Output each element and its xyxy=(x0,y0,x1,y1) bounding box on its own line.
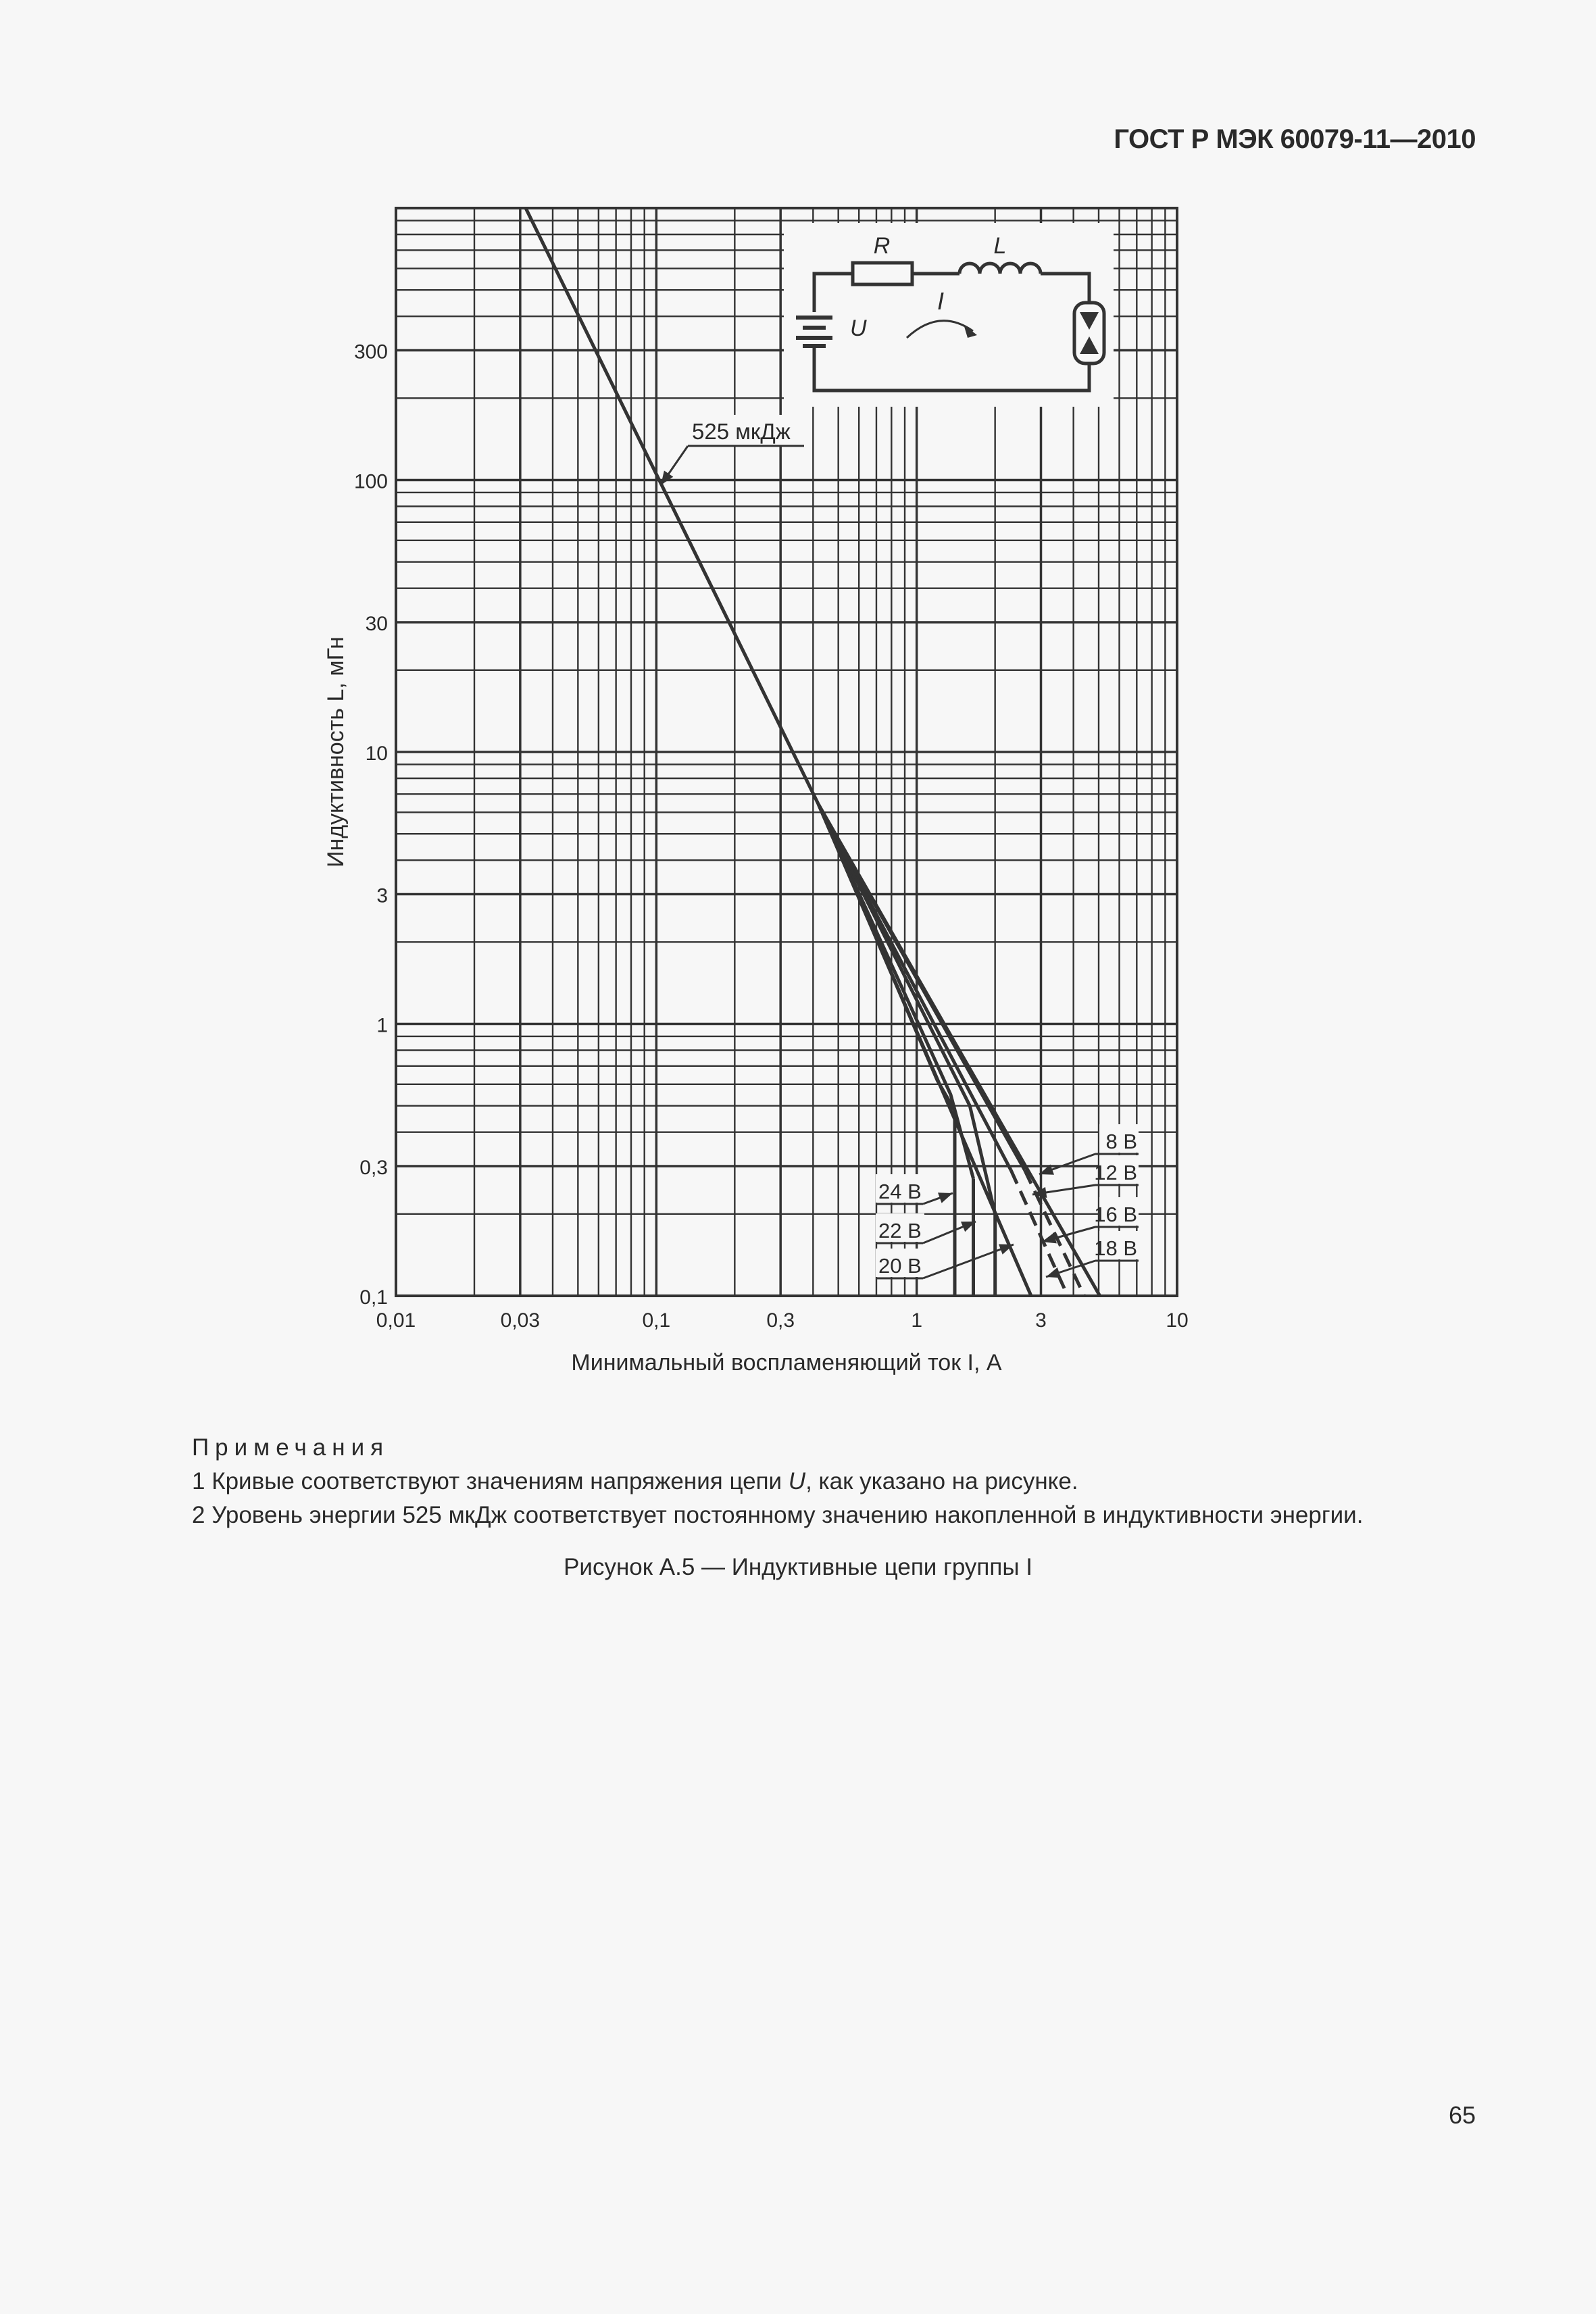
voltage-label-left: 20 В xyxy=(878,1254,922,1278)
voltage-label-right: 12 В xyxy=(1094,1161,1137,1184)
leader-line xyxy=(923,1244,1014,1278)
note-1-suffix: , как указано на рисунке. xyxy=(805,1468,1078,1494)
y-tick-label: 0,3 xyxy=(359,1156,388,1179)
inset-background xyxy=(784,223,1114,407)
axis-ticks xyxy=(354,341,1189,1332)
inductor-label: L xyxy=(993,233,1007,259)
note-1-variable: U xyxy=(788,1468,806,1494)
chart-labels xyxy=(661,415,1139,1278)
y-tick-label: 30 xyxy=(365,612,388,635)
resistor-symbol xyxy=(853,263,912,284)
x-tick-label: 1 xyxy=(911,1309,923,1332)
spark-gap-symbol xyxy=(1074,303,1104,363)
note-2: 2 Уровень энергии 525 мкДж соответствует постоянному значению накопленной в индуктивности энергии. xyxy=(192,1502,1364,1528)
voltage-label-right: 16 В xyxy=(1094,1203,1137,1226)
notes-block xyxy=(192,1431,1476,1532)
current-label: I xyxy=(937,287,945,315)
x-tick-label: 0,1 xyxy=(642,1309,671,1332)
notes-heading: Примечания xyxy=(192,1434,390,1461)
x-axis-label: Минимальный воспламеняющий ток I, А xyxy=(571,1350,1002,1376)
x-tick-label: 10 xyxy=(1166,1309,1189,1332)
figure-caption: Рисунок А.5 — Индуктивные цепи группы I xyxy=(564,1554,1032,1580)
standard-number: ГОСТ Р МЭК 60079-11—2010 xyxy=(1114,124,1476,154)
voltage-label: U xyxy=(850,316,867,341)
x-tick-label: 0,01 xyxy=(376,1309,416,1332)
y-tick-label: 100 xyxy=(353,470,388,493)
x-tick-label: 0,03 xyxy=(500,1309,541,1332)
energy-label: 525 мкДж xyxy=(692,419,791,444)
voltage-label-left: 22 В xyxy=(878,1219,922,1242)
y-tick-label: 1 xyxy=(376,1014,388,1037)
leader-arrow-head xyxy=(938,1192,953,1203)
y-tick-label: 0,1 xyxy=(359,1286,388,1309)
y-tick-label: 3 xyxy=(376,884,388,907)
leader-arrow-head xyxy=(1046,1267,1061,1278)
x-tick-label: 0,3 xyxy=(766,1309,795,1332)
y-axis-label: Индуктивность L, мГн xyxy=(323,636,349,867)
x-tick-label: 3 xyxy=(1035,1309,1047,1332)
resistor-label: R xyxy=(873,233,891,259)
y-tick-label: 10 xyxy=(365,743,388,765)
leader-arrow-head xyxy=(661,471,673,486)
voltage-label-right: 18 В xyxy=(1094,1236,1137,1260)
circuit-inset xyxy=(784,223,1114,407)
voltage-label-left: 24 В xyxy=(878,1180,922,1203)
note-1 xyxy=(192,1465,1476,1499)
y-tick-label: 300 xyxy=(353,341,388,363)
voltage-label-right: 8 В xyxy=(1105,1130,1137,1153)
note-1-text: 1 Кривые соответствуют значениям напряжения цепи xyxy=(192,1468,789,1494)
page-number: 65 xyxy=(1448,2101,1476,2129)
